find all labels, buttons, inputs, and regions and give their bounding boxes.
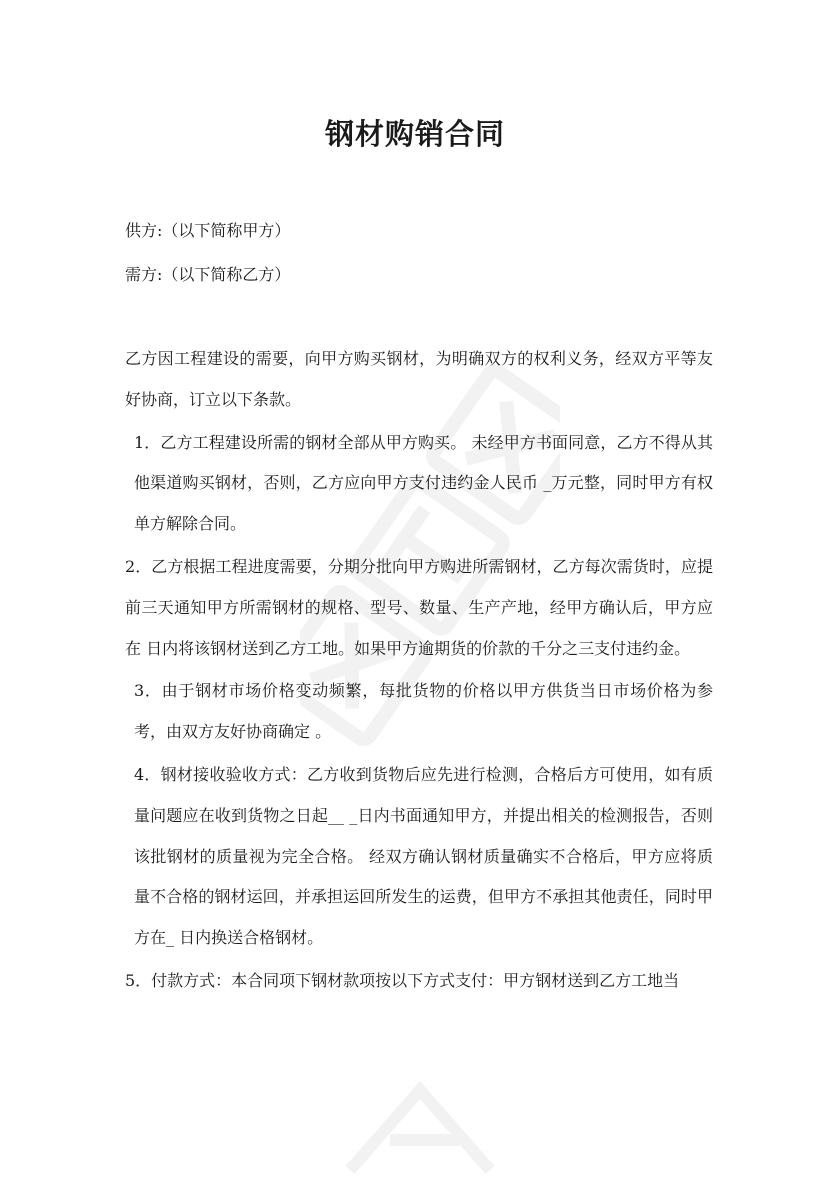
clause-1: 1．乙方工程建设所需的钢材全部从甲方购买。 未经甲方书面同意，乙方不得从其他渠道购买钢材，否则，乙方应向甲方支付违约金人民币 _万元整，同时甲方有权单方解除合同。: [134, 432, 713, 534]
supplier-line: 供方:（以下简称甲方）: [125, 221, 291, 240]
clause-3: 3．由于钢材市场价格变动频繁，每批货物的价格以甲方供货当日市场价格为参考，由双方友好协商确定 。: [134, 681, 713, 742]
contract-body: [125, 339, 713, 1004]
watermark-fragment-icon: [330, 1060, 530, 1180]
document-title: 钢材购销合同: [324, 117, 505, 151]
clause-4: 4．钢材接收验收方式：乙方收到货物后应先进行检测，合格后方可使用，如有质量问题应在收到货物之日起__ _日内书面通知甲方，并提出相关的检测报告，否则该批钢材的质量视为完全合格。 经双方确认钢材质量确实不合格后，甲方应将质量不合格的钢材运回，并承担运回所发生的运费，但甲方不承担其他责任，同时甲方在_ 日内换送合格钢材。: [134, 764, 713, 948]
preamble-paragraph: 乙方因工程建设的需要，向甲方购买钢材，为明确双方的权利义务，经双方平等友好协商，订立以下条款。: [125, 349, 713, 409]
clause-5: 5．付款方式：本合同项下钢材款项按以下方式支付：甲方钢材送到乙方工地当: [125, 970, 680, 990]
clause-2: 2．乙方根据工程进度需要，分期分批向甲方购进所需钢材，乙方每次需货时，应提前三天通知甲方所需钢材的规格、型号、数量、生产产地，经甲方确认后，甲方应在 日内将该钢材送到乙方工地。如果甲方逾期货的价款的千分之三支付违约金。: [125, 556, 713, 658]
buyer-line: 需方:（以下简称乙方）: [125, 265, 291, 284]
